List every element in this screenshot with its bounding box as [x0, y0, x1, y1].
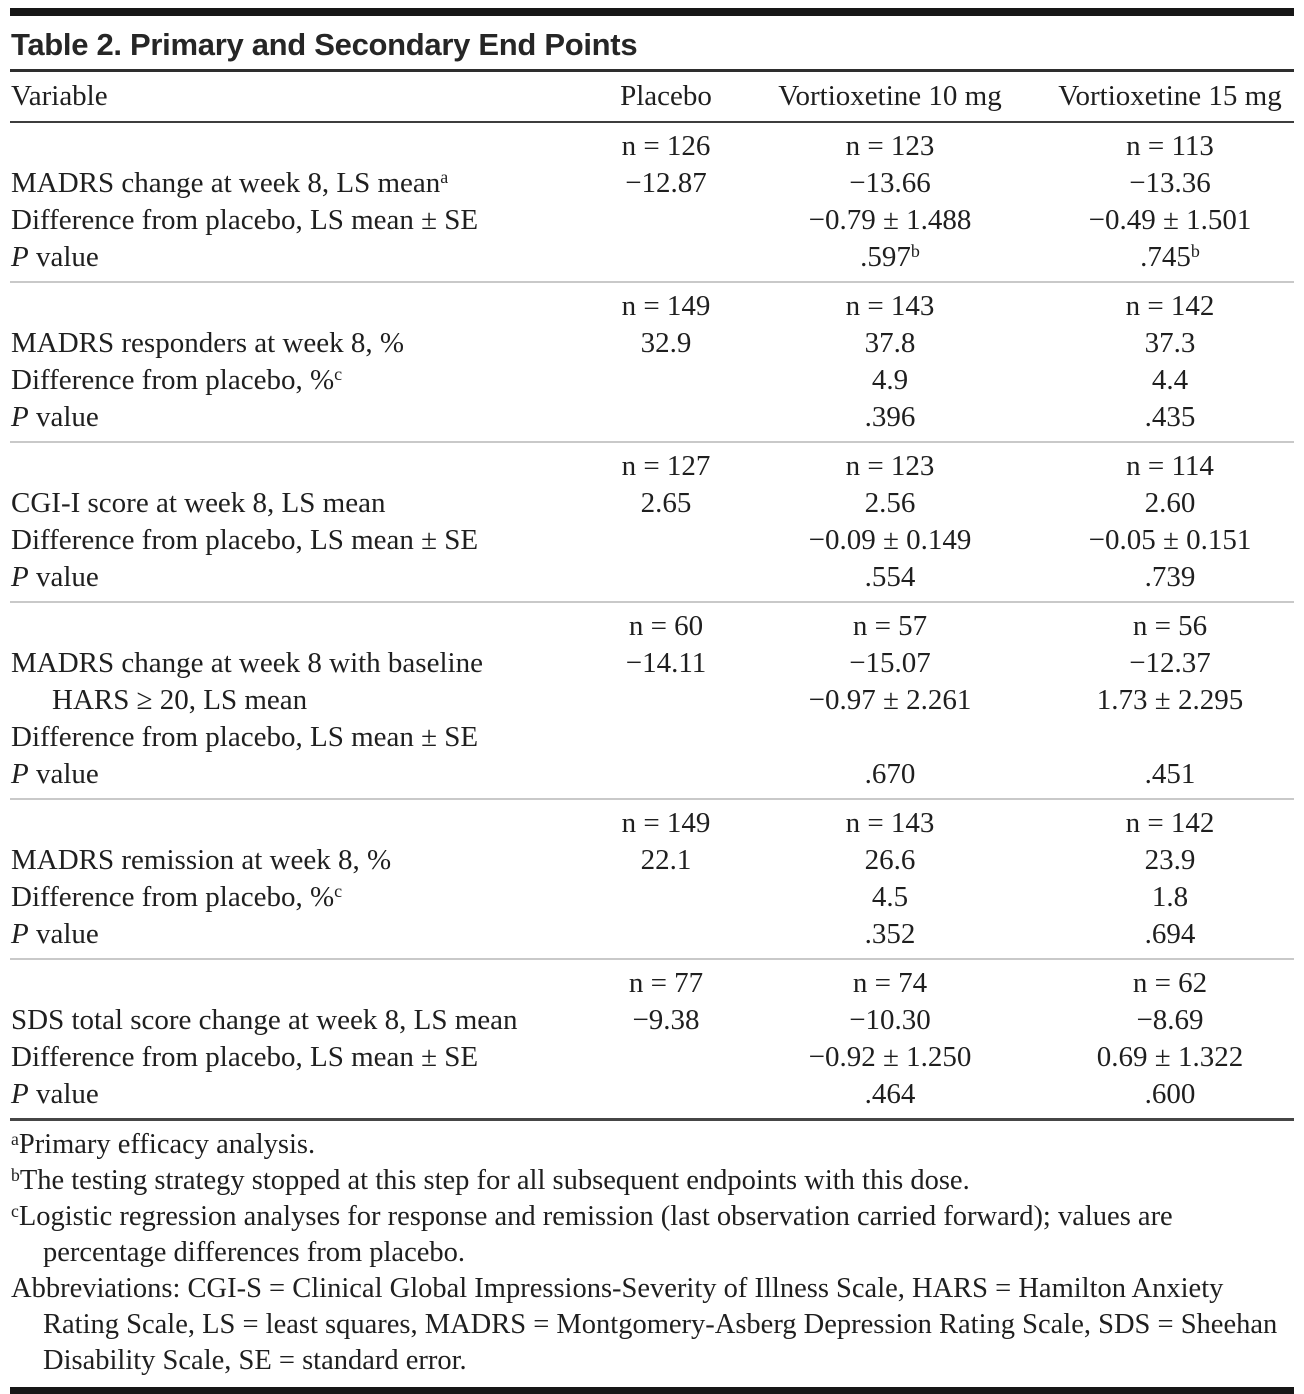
cell-value: [1010, 362, 1294, 399]
cell-value: [770, 522, 1010, 559]
cell-value: [770, 165, 1010, 202]
row-label-text: value: [28, 561, 99, 593]
cell-value: [1010, 842, 1294, 879]
cell-value: [770, 1076, 1010, 1118]
cell-text: −12.87: [625, 167, 707, 199]
cell-text: n = 149: [621, 807, 711, 839]
cell-value: [562, 362, 770, 399]
cell-text: 1.8: [1151, 881, 1189, 913]
row-label: [10, 756, 562, 799]
cell-value: [1010, 645, 1294, 682]
cell-value: [770, 645, 1010, 682]
row-label-text: HARS ≥ 20, LS mean: [52, 684, 308, 716]
cell-value: [562, 645, 770, 682]
cell-value: [1010, 799, 1294, 842]
cell-value: [1010, 399, 1294, 442]
cell-value: [1010, 1076, 1294, 1118]
row-label: [10, 485, 562, 522]
cell-text: n = 123: [845, 450, 935, 482]
cell-value: [770, 682, 1010, 719]
table-row: [10, 719, 1294, 756]
row-label: [10, 959, 562, 1002]
cell-value: [1010, 602, 1294, 645]
cell-text: n = 143: [845, 290, 935, 322]
row-label: [10, 719, 562, 756]
cell-value: [770, 916, 1010, 959]
cell-text: −15.07: [849, 647, 931, 679]
cell-value: [1010, 879, 1294, 916]
cell-text: .745: [1140, 241, 1191, 273]
table-row: [10, 682, 1294, 719]
cell-text: 2.65: [640, 487, 692, 519]
cell-text: 26.6: [864, 844, 916, 876]
cell-text: n = 149: [621, 290, 711, 322]
cell-value: [562, 682, 770, 719]
cell-value: [770, 1039, 1010, 1076]
footnotes-block: [10, 1121, 1294, 1385]
cell-value: [562, 719, 770, 756]
cell-text: −0.92 ± 1.250: [808, 1041, 972, 1073]
row-label: [10, 122, 562, 165]
cell-text: 2.56: [864, 487, 916, 519]
row-label-text: Difference from placebo, LS mean ± SE: [11, 721, 479, 753]
bottom-rule: [10, 1387, 1294, 1394]
cell-text: .451: [1144, 758, 1196, 790]
table-body: [10, 122, 1294, 1118]
cell-value: [1010, 682, 1294, 719]
row-label-italic: P: [11, 241, 29, 273]
cell-text: −0.97 ± 2.261: [808, 684, 972, 716]
cell-text: 32.9: [640, 327, 692, 359]
row-label-text: CGI-I score at week 8, LS mean: [11, 487, 386, 519]
table-row: [10, 399, 1294, 442]
cell-text: 2.60: [1144, 487, 1196, 519]
row-label-text: Difference from placebo, LS mean ± SE: [11, 1041, 479, 1073]
footnote-text: The testing strategy stopped at this step for all subsequent endpoints with this dose.: [19, 1165, 970, 1196]
table-row: [10, 559, 1294, 602]
cell-value: [1010, 239, 1294, 282]
row-label: [10, 1002, 562, 1039]
cell-text: .670: [864, 758, 916, 790]
superscript-marker: c: [334, 363, 343, 384]
cell-value: [1010, 756, 1294, 799]
cell-text: −10.30: [849, 1004, 931, 1036]
cell-text: n = 143: [845, 807, 935, 839]
row-label: [10, 559, 562, 602]
cell-text: n = 74: [852, 967, 928, 999]
row-label-text: MADRS change at week 8, LS mean: [11, 167, 441, 199]
cell-value: [1010, 485, 1294, 522]
top-rule: [10, 8, 1294, 16]
cell-text: .435: [1144, 401, 1196, 433]
cell-value: [562, 959, 770, 1002]
cell-value: [770, 559, 1010, 602]
cell-text: n = 113: [1126, 130, 1214, 162]
cell-value: [770, 325, 1010, 362]
row-label: [10, 682, 562, 719]
row-label: [10, 442, 562, 485]
row-label-text: SDS total score change at week 8, LS mean: [11, 1004, 518, 1036]
table-row: [10, 879, 1294, 916]
cell-value: [770, 959, 1010, 1002]
cell-value: [562, 1002, 770, 1039]
cell-value: [1010, 442, 1294, 485]
table-row: [10, 362, 1294, 399]
table-row: [10, 485, 1294, 522]
col-header-placebo: Placebo: [562, 72, 770, 122]
cell-text: .352: [864, 918, 916, 950]
row-label-text: MADRS responders at week 8, %: [11, 327, 405, 359]
table-row: [10, 916, 1294, 959]
table-row: [10, 799, 1294, 842]
superscript-marker: b: [910, 240, 920, 261]
table-row: [10, 1039, 1294, 1076]
cell-value: [1010, 719, 1294, 756]
table-row: [10, 1002, 1294, 1039]
cell-text: n = 126: [621, 130, 711, 162]
row-label: [10, 325, 562, 362]
table-row: [10, 239, 1294, 282]
cell-value: [562, 239, 770, 282]
cell-text: .554: [864, 561, 916, 593]
cell-text: 4.4: [1151, 364, 1189, 396]
table-row: [10, 442, 1294, 485]
row-label: [10, 1039, 562, 1076]
table-row: [10, 602, 1294, 645]
row-label-italic: P: [11, 1078, 29, 1110]
cell-value: [770, 602, 1010, 645]
cell-text: −0.05 ± 0.151: [1088, 524, 1252, 556]
cell-text: .739: [1144, 561, 1196, 593]
footnote: [11, 1163, 1294, 1199]
cell-value: [562, 282, 770, 325]
cell-text: n = 127: [621, 450, 711, 482]
row-label: [10, 282, 562, 325]
cell-text: 1.73 ± 2.295: [1096, 684, 1244, 716]
cell-value: [562, 559, 770, 602]
table-row: [10, 325, 1294, 362]
cell-text: −9.38: [632, 1004, 700, 1036]
cell-text: n = 62: [1132, 967, 1208, 999]
cell-value: [562, 842, 770, 879]
cell-value: [562, 399, 770, 442]
row-label-italic: P: [11, 918, 29, 950]
cell-text: 23.9: [1144, 844, 1196, 876]
footnote: [11, 1199, 1294, 1271]
cell-text: −0.09 ± 0.149: [808, 524, 972, 556]
cell-value: [562, 325, 770, 362]
cell-value: [562, 1076, 770, 1118]
row-label-italic: P: [11, 758, 29, 790]
cell-text: .694: [1144, 918, 1196, 950]
cell-value: [562, 165, 770, 202]
row-label: [10, 879, 562, 916]
table-row: [10, 282, 1294, 325]
row-label: [10, 522, 562, 559]
cell-text: 37.8: [864, 327, 916, 359]
row-label: [10, 165, 562, 202]
cell-value: [1010, 122, 1294, 165]
row-label: [10, 842, 562, 879]
cell-value: [770, 362, 1010, 399]
table-row: [10, 202, 1294, 239]
cell-text: 4.9: [871, 364, 909, 396]
endpoints-table: [10, 72, 1294, 1118]
cell-text: n = 114: [1126, 450, 1214, 482]
cell-value: [770, 399, 1010, 442]
row-label: [10, 1076, 562, 1118]
row-label-text: value: [28, 401, 99, 433]
cell-value: [1010, 1002, 1294, 1039]
superscript-marker: b: [1190, 240, 1200, 261]
cell-value: [562, 756, 770, 799]
row-label: [10, 602, 562, 645]
table-row: [10, 165, 1294, 202]
table-row: [10, 645, 1294, 682]
table-row: [10, 522, 1294, 559]
row-label-text: Difference from placebo, %: [11, 881, 335, 913]
row-label-text: value: [28, 241, 99, 273]
footnote-marker: c: [11, 1201, 19, 1222]
row-label: [10, 399, 562, 442]
row-label-text: Difference from placebo, LS mean ± SE: [11, 524, 479, 556]
cell-text: .597: [860, 241, 911, 273]
table-row: [10, 959, 1294, 1002]
cell-value: [770, 756, 1010, 799]
cell-text: .464: [864, 1078, 916, 1110]
footnote: [11, 1127, 1294, 1163]
cell-value: [562, 799, 770, 842]
cell-value: [562, 202, 770, 239]
cell-text: n = 142: [1125, 807, 1215, 839]
footnote-marker: a: [11, 1129, 19, 1150]
cell-text: −13.36: [1129, 167, 1211, 199]
cell-value: [770, 879, 1010, 916]
row-label: [10, 916, 562, 959]
row-label: [10, 362, 562, 399]
row-label-text: Difference from placebo, LS mean ± SE: [11, 204, 479, 236]
cell-text: −8.69: [1136, 1004, 1204, 1036]
row-label-text: value: [28, 758, 99, 790]
cell-value: [562, 522, 770, 559]
cell-value: [770, 485, 1010, 522]
row-label-text: value: [28, 1078, 99, 1110]
cell-value: [562, 122, 770, 165]
row-label-italic: P: [11, 561, 29, 593]
cell-value: [562, 1039, 770, 1076]
cell-value: [562, 602, 770, 645]
cell-value: [1010, 202, 1294, 239]
cell-text: −0.49 ± 1.501: [1088, 204, 1252, 236]
table-row: [10, 756, 1294, 799]
cell-value: [1010, 165, 1294, 202]
cell-text: 0.69 ± 1.322: [1096, 1041, 1244, 1073]
cell-value: [562, 879, 770, 916]
superscript-marker: a: [440, 166, 449, 187]
cell-value: [562, 442, 770, 485]
row-label: [10, 645, 562, 682]
cell-text: n = 57: [852, 610, 928, 642]
header-row: [10, 72, 1294, 122]
row-label-italic: P: [11, 401, 29, 433]
cell-value: [770, 799, 1010, 842]
cell-text: n = 142: [1125, 290, 1215, 322]
cell-text: −14.11: [625, 647, 707, 679]
cell-text: n = 77: [628, 967, 704, 999]
table-row: [10, 1076, 1294, 1118]
table-row: [10, 122, 1294, 165]
footnote-marker: b: [11, 1165, 20, 1186]
row-label-text: Difference from placebo, %: [11, 364, 335, 396]
col-header-variable: Variable: [10, 72, 562, 122]
footnote: [11, 1271, 1294, 1379]
cell-value: [770, 239, 1010, 282]
cell-text: −13.66: [849, 167, 931, 199]
cell-value: [1010, 522, 1294, 559]
cell-value: [770, 719, 1010, 756]
cell-value: [1010, 282, 1294, 325]
row-label-text: MADRS change at week 8 with baseline: [11, 647, 483, 679]
cell-text: .396: [864, 401, 916, 433]
row-label: [10, 239, 562, 282]
cell-value: [770, 1002, 1010, 1039]
cell-text: n = 56: [1132, 610, 1208, 642]
cell-text: 22.1: [640, 844, 692, 876]
cell-value: [1010, 559, 1294, 602]
col-header-vortioxetine-10mg: Vortioxetine 10 mg: [770, 72, 1010, 122]
row-label: [10, 799, 562, 842]
cell-value: [770, 282, 1010, 325]
cell-value: [770, 122, 1010, 165]
cell-text: 4.5: [871, 881, 909, 913]
cell-text: n = 123: [845, 130, 935, 162]
cell-value: [770, 202, 1010, 239]
cell-value: [1010, 1039, 1294, 1076]
footnote-text: Logistic regression analyses for response and remission (last observation carried forward); values are percentage differences from placebo.: [18, 1201, 1173, 1268]
cell-text: n = 60: [628, 610, 704, 642]
cell-value: [562, 485, 770, 522]
row-label: [10, 202, 562, 239]
cell-value: [562, 916, 770, 959]
row-label-text: value: [28, 918, 99, 950]
footnote-text: Primary efficacy analysis.: [18, 1129, 316, 1160]
superscript-marker: c: [334, 880, 343, 901]
cell-value: [1010, 325, 1294, 362]
footnote-text: Abbreviations: CGI-S = Clinical Global Impressions-Severity of Illness Scale, HARS = Hamilton Anxiety Rating Scale, LS = least squares, MADRS = Montgomery-Asberg Depression Rating Scale, SDS = Sheehan Disability Scale, SE = standard error.: [11, 1273, 1278, 1376]
cell-text: −0.79 ± 1.488: [808, 204, 972, 236]
row-label-text: MADRS remission at week 8, %: [11, 844, 392, 876]
cell-value: [770, 442, 1010, 485]
cell-text: −12.37: [1129, 647, 1211, 679]
cell-value: [1010, 916, 1294, 959]
cell-value: [1010, 959, 1294, 1002]
cell-text: .600: [1144, 1078, 1196, 1110]
cell-text: 37.3: [1144, 327, 1196, 359]
col-header-vortioxetine-15mg: Vortioxetine 15 mg: [1010, 72, 1294, 122]
table-row: [10, 842, 1294, 879]
table-title: Table 2. Primary and Secondary End Points: [11, 27, 638, 62]
cell-value: [770, 842, 1010, 879]
